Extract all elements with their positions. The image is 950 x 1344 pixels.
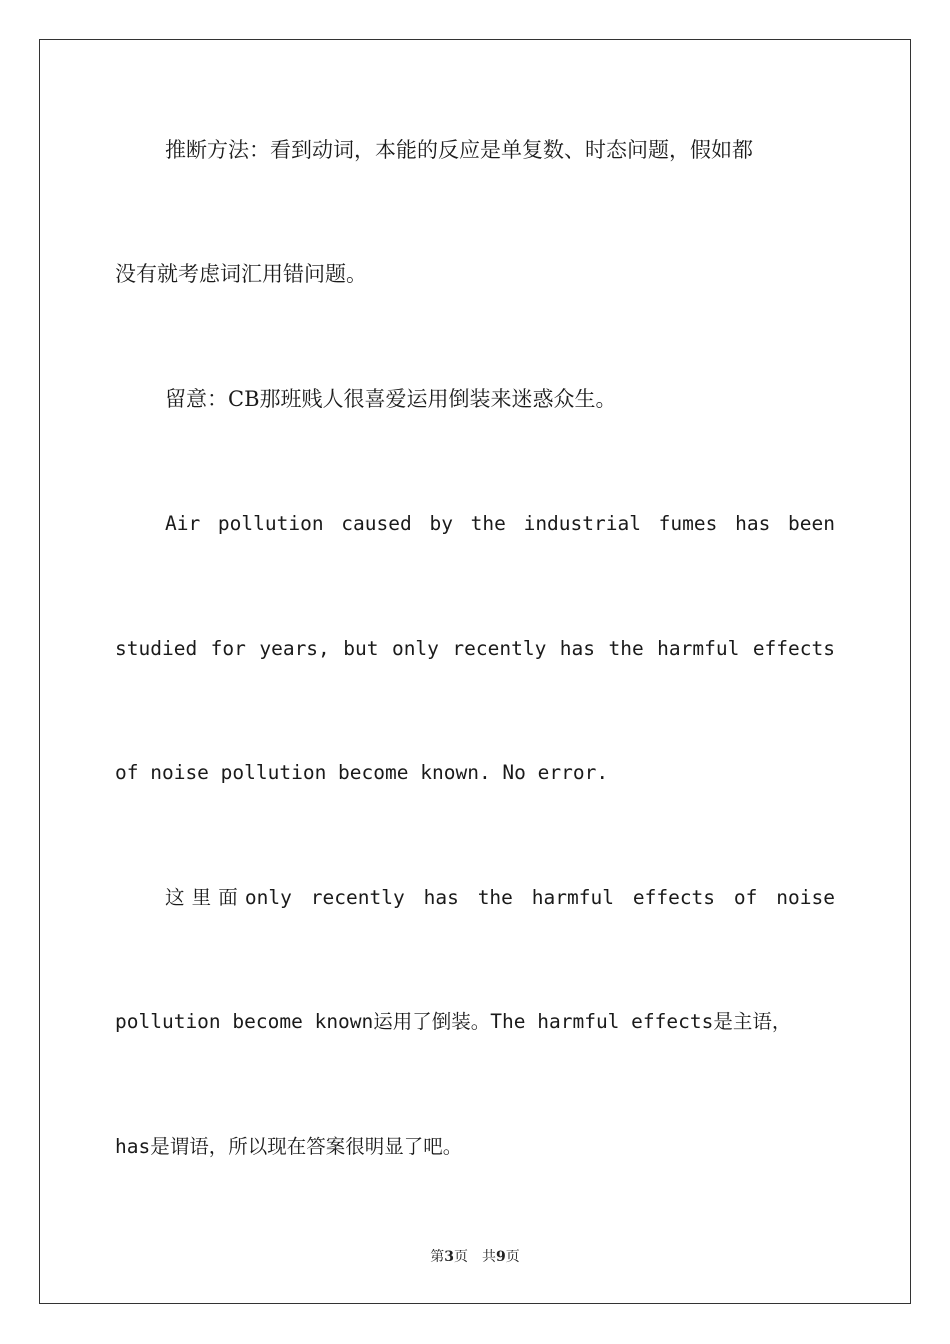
footer-total-pages: 9	[496, 1249, 506, 1265]
footer-current-page: 3	[444, 1249, 454, 1265]
paragraph-line-3: 留意：CB那班贱人很喜爱运用倒装来迷惑众生。	[165, 387, 617, 411]
paragraph-line-6: of noise pollution become known. No error.	[115, 761, 609, 784]
paragraph-line-1: 推断方法：看到动词，本能的反应是单复数、时态问题，假如都	[165, 138, 753, 162]
page-footer	[0, 1247, 950, 1267]
footer-middle: 页 共	[454, 1249, 496, 1265]
paragraph-line-4: Air pollution caused by the industrial fumes has been	[165, 512, 835, 535]
page-frame	[39, 39, 911, 1304]
paragraph-line-8: pollution become known运用了倒装。The harmful effects是主语，	[115, 1010, 792, 1033]
footer-suffix: 页	[505, 1249, 520, 1265]
paragraph-line-5: studied for years, but only recently has the harmful effects	[115, 637, 835, 660]
paragraph-line-7: 这里面only recently has the harmful effects of noise	[165, 886, 835, 909]
footer-prefix: 第	[430, 1249, 445, 1265]
paragraph-line-2: 没有就考虑词汇用错问题。	[115, 262, 367, 286]
paragraph-line-9: has是谓语，所以现在答案很明显了吧。	[115, 1135, 463, 1158]
